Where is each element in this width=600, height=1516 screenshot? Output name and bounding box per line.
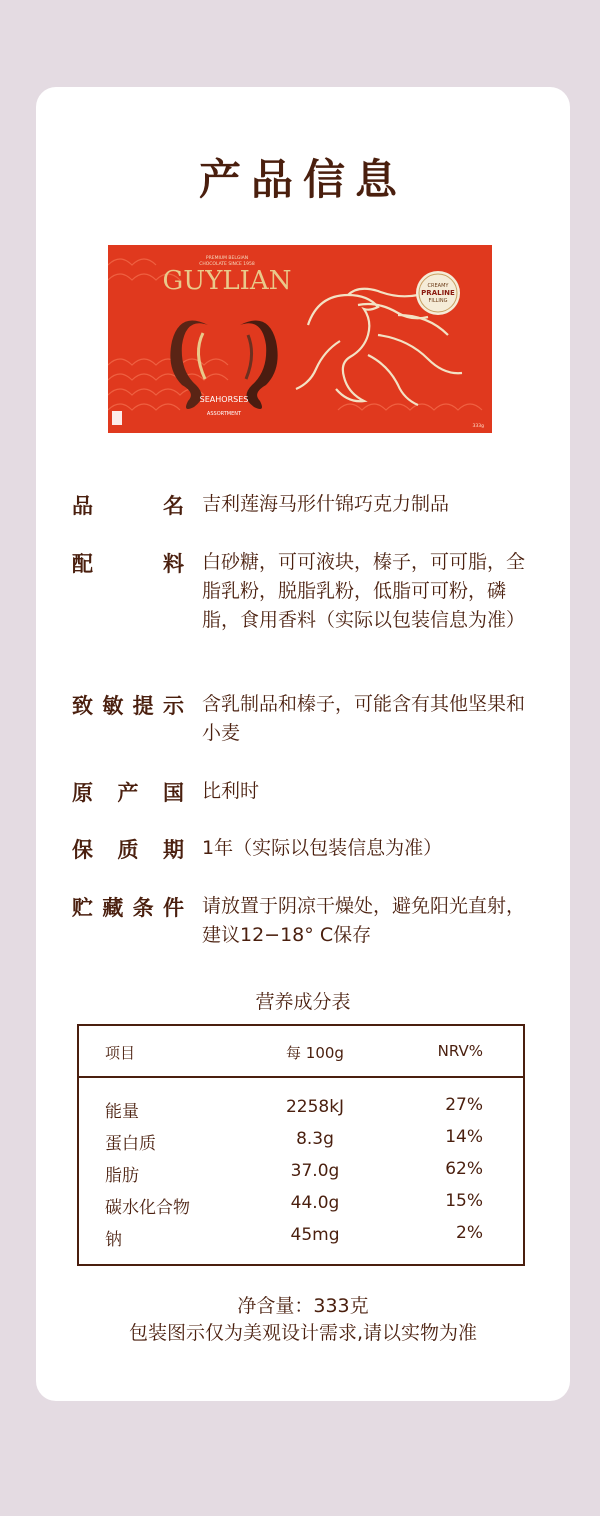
- info-label: 品名: [72, 494, 184, 518]
- nutrition-title: 营养成分表: [255, 991, 351, 1013]
- box-weight: 333g: [472, 424, 484, 429]
- product-info-card: [36, 87, 570, 1401]
- brand-logo-text: GUYLIAN: [162, 266, 292, 296]
- info-label: 贮藏条件: [72, 896, 184, 920]
- info-value: 白砂糖，可可液块，榛子，可可脂，全脂乳粉，脱脂乳粉，低脂可可粉，磷脂，食用香料（实际以包装信息为准）: [202, 551, 526, 631]
- header-per-100g: 每 100g: [286, 1044, 344, 1062]
- table-divider: [79, 1076, 523, 1078]
- badge-creamy: CREAMY: [427, 283, 449, 289]
- row-nrv: 62%: [445, 1159, 483, 1179]
- row-nrv: 2%: [456, 1223, 483, 1243]
- net-content: 净含量：333克: [237, 1295, 369, 1317]
- info-label: 原产国: [72, 781, 184, 805]
- info-value: 含乳制品和榛子，可能含有其他坚果和小麦: [202, 693, 526, 744]
- row-item: 脂肪: [105, 1166, 139, 1186]
- info-label: 保质期: [72, 838, 184, 862]
- row-value: 37.0g: [290, 1161, 340, 1181]
- row-value: 45mg: [290, 1225, 340, 1245]
- info-value: 比利时: [202, 780, 260, 802]
- badge-praline: PRALINE: [421, 289, 455, 297]
- info-value: 1年（实际以包装信息为准）: [202, 837, 443, 859]
- nutrition-table: [77, 1024, 525, 1266]
- header-nrv: NRV%: [437, 1042, 483, 1060]
- brand-tagline-1: PREMIUM BELGIAN: [205, 256, 249, 261]
- page-title: 产品信息: [198, 155, 407, 204]
- row-nrv: 27%: [445, 1095, 483, 1115]
- product-name: SEAHORSES: [199, 395, 249, 404]
- nutrition-header-row: [79, 1026, 523, 1076]
- header-item: 项目: [105, 1044, 136, 1062]
- info-label: 配料: [72, 552, 184, 576]
- brand-tagline-2: CHOCOLATE SINCE 1958: [199, 262, 255, 267]
- row-item: 蛋白质: [105, 1134, 156, 1154]
- row-value: 2258kJ: [285, 1097, 345, 1117]
- badge-filling: FILLING: [428, 298, 448, 304]
- info-value: 请放置于阴凉干燥处，避免阳光直射，建议12−18° C保存: [202, 895, 526, 946]
- row-item: 能量: [105, 1102, 139, 1122]
- row-item: 钠: [105, 1230, 122, 1250]
- row-nrv: 15%: [445, 1191, 483, 1211]
- row-value: 8.3g: [296, 1129, 334, 1149]
- disclaimer: 包装图示仅为美观设计需求,请以实物为准: [128, 1322, 478, 1344]
- product-subname: ASSORTMENT: [206, 411, 242, 417]
- info-label: 致敏提示: [72, 694, 184, 718]
- info-value: 吉利莲海马形什锦巧克力制品: [202, 493, 450, 515]
- row-value: 44.0g: [290, 1193, 340, 1213]
- row-item: 碳水化合物: [105, 1198, 190, 1218]
- row-nrv: 14%: [445, 1127, 483, 1147]
- product-box-image: [108, 245, 492, 433]
